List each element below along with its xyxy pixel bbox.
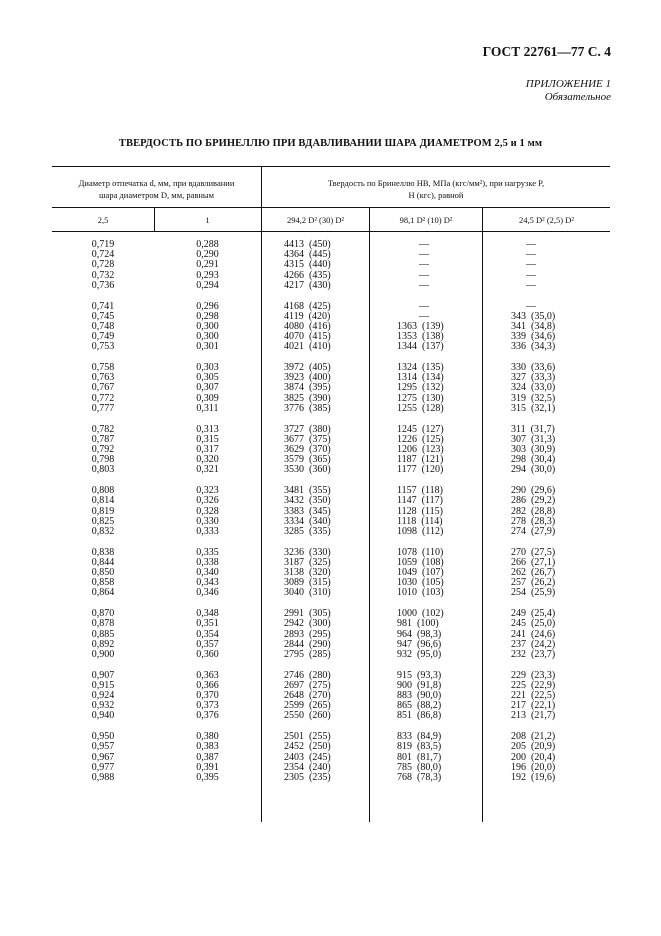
subheader-load-2-5: 24,5 D² (2,5) D²: [519, 215, 574, 225]
cell-hb-10: 1255 (128): [397, 402, 444, 414]
cell-hb-10: 1206 (123): [397, 443, 444, 455]
cell-hb-2-5: 307 (31,3): [511, 433, 556, 445]
table-row: [52, 496, 610, 506]
cell-hb-2-5: 330 (33,6): [511, 362, 556, 374]
cell-hb-2-5: 205 (20,9): [511, 741, 556, 753]
cell-hb-30: 2746 (280): [284, 669, 331, 681]
table-row: [52, 711, 610, 721]
cell-hb-30: 3285 (335): [284, 525, 331, 537]
cell-hb-10: 1128 (115): [397, 505, 443, 517]
hardness-table: [52, 166, 610, 822]
cell-diameter-1: 0,296: [196, 300, 219, 312]
cell-diameter-2-5: 0,782: [91, 423, 115, 435]
header-diameter-line1: Диаметр отпечатка d, мм, при вдавливании: [78, 178, 235, 188]
subheader-d1: 1: [205, 215, 210, 225]
cell-hb-30: 2893 (295): [284, 628, 331, 640]
row-group: [52, 609, 610, 660]
cell-diameter-2-5: 0,748: [91, 320, 115, 332]
cell-diameter-2-5: 0,724: [91, 249, 115, 261]
cell-hb-30: 3432 (350): [284, 495, 331, 507]
cell-hb-10: 1363 (139): [397, 320, 444, 332]
cell-hb-10: 900 (91,8): [397, 679, 442, 691]
cell-hb-2-5: 192 (19,6): [511, 772, 556, 783]
cell-hb-10: 865 (88,2): [397, 700, 442, 712]
cell-diameter-1: 0,333: [196, 525, 219, 537]
table-row: [52, 465, 610, 475]
cell-hb-10: 915 (93,3): [397, 669, 442, 681]
cell-diameter-1: 0,303: [196, 362, 219, 374]
cell-hb-10: 819 (83,5): [397, 741, 442, 753]
cell-hb-10: 1344 (137): [397, 341, 444, 353]
cell-hb-2-5: —: [526, 259, 536, 271]
cell-diameter-2-5: 0,787: [91, 433, 115, 445]
cell-diameter-2-5: 0,745: [91, 310, 115, 322]
cell-hb-30: 2844 (290): [284, 638, 331, 650]
cell-diameter-2-5: 0,932: [91, 700, 115, 712]
cell-diameter-2-5: 0,763: [91, 372, 115, 384]
cell-diameter-2-5: 0,838: [91, 546, 115, 558]
table-row: [52, 281, 610, 291]
cell-diameter-1: 0,323: [196, 485, 219, 497]
document-reference: ГОСТ 22761—77 С. 4: [482, 44, 611, 59]
cell-hb-10: 1353 (138): [397, 331, 444, 343]
cell-hb-2-5: 200 (20,4): [511, 751, 556, 763]
cell-diameter-1: 0,293: [196, 269, 219, 281]
cell-hb-2-5: 237 (24,2): [511, 638, 556, 650]
cell-diameter-1: 0,335: [196, 546, 219, 558]
cell-hb-2-5: 217 (22,1): [511, 700, 556, 712]
cell-diameter-2-5: 0,885: [91, 628, 115, 640]
cell-hb-30: 3825 (390): [284, 392, 331, 404]
cell-diameter-2-5: 0,864: [91, 587, 115, 599]
cell-hb-10: 1098 (112): [397, 525, 444, 537]
cell-hb-10: —: [419, 269, 429, 281]
cell-diameter-1: 0,320: [196, 454, 219, 466]
cell-diameter-1: 0,348: [196, 608, 219, 620]
cell-diameter-2-5: 0,767: [91, 382, 115, 394]
cell-hb-2-5: 249 (25,4): [511, 608, 556, 620]
cell-hb-10: 883 (90,0): [397, 690, 442, 702]
cell-diameter-1: 0,366: [196, 679, 219, 691]
cell-hb-10: —: [419, 259, 429, 271]
cell-diameter-2-5: 0,850: [91, 567, 115, 579]
cell-hb-2-5: 229 (23,3): [511, 669, 556, 681]
cell-diameter-2-5: 0,907: [91, 669, 115, 681]
cell-diameter-2-5: 0,825: [91, 515, 115, 527]
cell-diameter-2-5: 0,819: [91, 505, 115, 517]
header-diameter-line2: шара диаметром D, мм, равным: [99, 190, 214, 200]
row-group: [52, 363, 610, 414]
table-row: [52, 773, 610, 783]
cell-hb-2-5: 270 (27,5): [511, 546, 556, 558]
cell-hb-10: 964 (98,3): [397, 628, 442, 640]
cell-hb-10: 1245 (127): [397, 423, 444, 435]
row-group: [52, 732, 610, 783]
cell-diameter-1: 0,343: [196, 577, 219, 589]
cell-hb-2-5: 232 (23,7): [511, 648, 556, 660]
cell-diameter-2-5: 0,988: [91, 772, 115, 783]
cell-diameter-1: 0,376: [196, 710, 219, 722]
row-group: [52, 302, 610, 353]
appendix-label: [526, 78, 611, 104]
cell-hb-30: 3530 (360): [284, 464, 331, 476]
cell-diameter-1: 0,326: [196, 495, 219, 507]
cell-diameter-2-5: 0,814: [91, 495, 115, 507]
cell-hb-10: 1177 (120): [397, 464, 444, 476]
cell-diameter-2-5: 0,772: [91, 392, 115, 404]
cell-hb-30: 3481 (355): [284, 485, 331, 497]
cell-diameter-2-5: 0,915: [91, 679, 115, 691]
cell-hb-10: 1078 (110): [397, 546, 444, 558]
cell-diameter-2-5: 0,967: [91, 751, 115, 763]
cell-hb-30: 2648 (270): [284, 690, 331, 702]
cell-diameter-1: 0,328: [196, 505, 219, 517]
cell-diameter-2-5: 0,753: [91, 341, 115, 353]
cell-hb-10: —: [419, 310, 429, 322]
cell-hb-2-5: 315 (32,1): [511, 402, 556, 414]
cell-hb-30: 4315 (440): [284, 259, 331, 271]
cell-hb-30: 3629 (370): [284, 443, 331, 455]
cell-diameter-2-5: 0,741: [91, 300, 115, 312]
cell-hb-30: 4168 (425): [284, 300, 331, 312]
cell-hb-2-5: 196 (20,0): [511, 761, 556, 773]
cell-hb-10: —: [419, 249, 429, 261]
cell-hb-30: 4413 (450): [284, 239, 331, 250]
cell-diameter-1: 0,360: [196, 648, 219, 660]
table-body: [52, 240, 610, 794]
cell-hb-2-5: 208 (21,2): [511, 731, 556, 743]
cell-hb-30: 3040 (310): [284, 587, 331, 599]
cell-diameter-1: 0,307: [196, 382, 219, 394]
header-rule: [52, 207, 610, 208]
cell-hb-2-5: 278 (28,3): [511, 515, 556, 527]
appendix-number: ПРИЛОЖЕНИЕ 1: [525, 78, 611, 90]
cell-diameter-2-5: 0,950: [91, 731, 115, 743]
cell-diameter-1: 0,298: [196, 310, 219, 322]
cell-hb-2-5: 327 (33,3): [511, 372, 556, 384]
table-row: [52, 650, 610, 660]
cell-hb-10: 947 (96,6): [397, 638, 442, 650]
table-row: [52, 342, 610, 352]
cell-diameter-2-5: 0,758: [91, 362, 115, 374]
header-hardness-line2: Н (кгс), равной: [408, 190, 464, 200]
cell-diameter-1: 0,338: [196, 556, 219, 568]
cell-hb-30: 3383 (345): [284, 505, 331, 517]
cell-hb-2-5: 324 (33,0): [511, 382, 556, 394]
cell-diameter-2-5: 0,732: [91, 269, 115, 281]
cell-hb-30: 3874 (395): [284, 382, 331, 394]
cell-diameter-2-5: 0,977: [91, 761, 115, 773]
cell-hb-10: 768 (78,3): [397, 772, 442, 783]
cell-hb-30: 2354 (240): [284, 761, 331, 773]
cell-diameter-1: 0,380: [196, 731, 219, 743]
cell-hb-2-5: 254 (25,9): [511, 587, 556, 599]
cell-hb-30: 4080 (416): [284, 320, 331, 332]
cell-diameter-2-5: 0,892: [91, 638, 115, 650]
cell-hb-30: 2697 (275): [284, 679, 331, 691]
cell-hb-10: 981 (100): [397, 618, 439, 630]
cell-hb-30: 3138 (320): [284, 567, 331, 579]
cell-hb-2-5: —: [526, 249, 536, 261]
appendix-status: Обязательное: [544, 91, 611, 103]
cell-hb-30: 3972 (405): [284, 362, 331, 374]
cell-hb-2-5: —: [526, 269, 536, 281]
cell-hb-30: 3579 (365): [284, 454, 331, 466]
cell-hb-2-5: —: [526, 300, 536, 312]
cell-hb-10: 1157 (118): [397, 485, 443, 497]
cell-diameter-1: 0,354: [196, 628, 219, 640]
cell-hb-30: 3187 (325): [284, 556, 331, 568]
cell-hb-2-5: 221 (22,5): [511, 690, 556, 702]
cell-hb-10: 1275 (130): [397, 392, 444, 404]
cell-hb-10: 1324 (135): [397, 362, 444, 374]
row-group: [52, 425, 610, 476]
cell-hb-30: 4364 (445): [284, 249, 331, 261]
cell-hb-30: 4021 (410): [284, 341, 331, 353]
cell-hb-2-5: 213 (21,7): [511, 710, 556, 722]
cell-diameter-2-5: 0,940: [91, 710, 115, 722]
cell-diameter-2-5: 0,719: [91, 239, 115, 250]
cell-hb-30: 2599 (265): [284, 700, 331, 712]
cell-hb-10: 1000 (102): [397, 608, 444, 620]
cell-diameter-1: 0,340: [196, 567, 219, 579]
cell-diameter-1: 0,395: [196, 772, 219, 783]
cell-hb-30: 3236 (330): [284, 546, 331, 558]
cell-hb-10: —: [419, 300, 429, 312]
cell-hb-2-5: 245 (25,0): [511, 618, 556, 630]
cell-diameter-1: 0,330: [196, 515, 219, 527]
cell-hb-2-5: 298 (30,4): [511, 454, 556, 466]
row-group: [52, 671, 610, 722]
cell-hb-10: 1295 (132): [397, 382, 444, 394]
cell-hb-10: 833 (84,9): [397, 731, 442, 743]
cell-hb-10: 801 (81,7): [397, 751, 442, 763]
cell-hb-2-5: 266 (27,1): [511, 556, 556, 568]
cell-hb-2-5: 319 (32,5): [511, 392, 556, 404]
cell-hb-10: 1010 (103): [397, 587, 444, 599]
cell-hb-2-5: 311 (31,7): [511, 423, 555, 435]
cell-diameter-2-5: 0,844: [91, 556, 115, 568]
cell-hb-2-5: 257 (26,2): [511, 577, 556, 589]
cell-hb-10: 851 (86,8): [397, 710, 442, 722]
cell-hb-10: 1226 (125): [397, 433, 444, 445]
cell-hb-10: 932 (95,0): [397, 648, 442, 660]
cell-hb-10: 1187 (121): [397, 454, 444, 466]
cell-hb-30: 2550 (260): [284, 710, 331, 722]
cell-hb-10: —: [419, 239, 429, 250]
cell-hb-30: 4119 (420): [284, 310, 331, 322]
cell-diameter-1: 0,346: [196, 587, 219, 599]
cell-hb-2-5: 262 (26,7): [511, 567, 556, 579]
cell-hb-2-5: 294 (30,0): [511, 464, 556, 476]
cell-hb-10: 1030 (105): [397, 577, 444, 589]
cell-diameter-1: 0,387: [196, 751, 219, 763]
cell-hb-30: 2305 (235): [284, 772, 331, 783]
cell-diameter-2-5: 0,803: [91, 464, 115, 476]
cell-hb-30: 3677 (375): [284, 433, 331, 445]
cell-hb-2-5: 290 (29,6): [511, 485, 556, 497]
cell-hb-2-5: 274 (27,9): [511, 525, 556, 537]
cell-hb-10: 1118 (114): [397, 515, 443, 527]
cell-diameter-1: 0,370: [196, 690, 219, 702]
cell-hb-10: —: [419, 279, 429, 291]
cell-hb-10: 1049 (107): [397, 567, 444, 579]
cell-hb-30: 4217 (430): [284, 279, 331, 291]
cell-hb-30: 3923 (400): [284, 372, 331, 384]
cell-diameter-1: 0,311: [196, 402, 219, 414]
cell-hb-30: 2501 (255): [284, 731, 331, 743]
cell-hb-30: 3334 (340): [284, 515, 331, 527]
cell-diameter-1: 0,363: [196, 669, 219, 681]
cell-hb-30: 3776 (385): [284, 402, 331, 414]
cell-diameter-2-5: 0,832: [91, 525, 115, 537]
cell-hb-10: 1314 (134): [397, 372, 444, 384]
cell-diameter-1: 0,294: [196, 279, 219, 291]
cell-hb-2-5: 286 (29,2): [511, 495, 556, 507]
cell-diameter-1: 0,301: [196, 341, 219, 353]
cell-hb-2-5: —: [526, 279, 536, 291]
cell-hb-10: 1147 (117): [397, 495, 443, 507]
cell-hb-10: 785 (80,0): [397, 761, 442, 773]
cell-hb-30: 3727 (380): [284, 423, 331, 435]
cell-hb-30: 4266 (435): [284, 269, 331, 281]
cell-diameter-1: 0,391: [196, 761, 219, 773]
cell-hb-2-5: 282 (28,8): [511, 505, 556, 517]
cell-diameter-1: 0,291: [196, 259, 219, 271]
cell-diameter-2-5: 0,792: [91, 443, 115, 455]
cell-diameter-1: 0,300: [196, 320, 219, 332]
header-diameter: [52, 177, 261, 201]
cell-diameter-1: 0,305: [196, 372, 219, 384]
table-row: [52, 527, 610, 537]
cell-diameter-2-5: 0,858: [91, 577, 115, 589]
cell-hb-30: 2942 (300): [284, 618, 331, 630]
cell-diameter-2-5: 0,900: [91, 648, 115, 660]
cell-diameter-2-5: 0,924: [91, 690, 115, 702]
subheader-load-10: 98,1 D² (10) D²: [399, 215, 453, 225]
cell-hb-30: 2991 (305): [284, 608, 331, 620]
cell-hb-2-5: —: [526, 239, 536, 250]
table-row: [52, 588, 610, 598]
header-hardness: [262, 177, 610, 201]
row-group: [52, 486, 610, 537]
cell-diameter-1: 0,351: [196, 618, 219, 630]
row-group: [52, 548, 610, 599]
cell-hb-30: 2452 (250): [284, 741, 331, 753]
cell-hb-30: 2403 (245): [284, 751, 331, 763]
cell-diameter-1: 0,300: [196, 331, 219, 343]
row-group: [52, 240, 610, 291]
cell-diameter-2-5: 0,878: [91, 618, 115, 630]
subheader-rule: [52, 231, 610, 232]
cell-hb-30: 4070 (415): [284, 331, 331, 343]
cell-hb-2-5: 225 (22,9): [511, 679, 556, 691]
table-row: [52, 404, 610, 414]
cell-diameter-1: 0,290: [196, 249, 219, 261]
cell-diameter-2-5: 0,728: [91, 259, 115, 271]
cell-diameter-2-5: 0,749: [91, 331, 115, 343]
cell-diameter-2-5: 0,957: [91, 741, 115, 753]
cell-diameter-2-5: 0,777: [91, 402, 115, 414]
cell-hb-2-5: 339 (34,6): [511, 331, 556, 343]
cell-diameter-1: 0,357: [196, 638, 219, 650]
cell-diameter-2-5: 0,808: [91, 485, 115, 497]
cell-diameter-1: 0,288: [196, 239, 219, 250]
cell-diameter-1: 0,313: [196, 423, 219, 435]
cell-hb-30: 2795 (285): [284, 648, 331, 660]
table-title: ТВЕРДОСТЬ ПО БРИНЕЛЛЮ ПРИ ВДАВЛИВАНИИ ШАРА ДИАМЕТРОМ 2,5 и 1 мм: [118, 138, 543, 149]
cell-diameter-1: 0,315: [196, 433, 219, 445]
cell-hb-2-5: 241 (24,6): [511, 628, 556, 640]
cell-diameter-2-5: 0,798: [91, 454, 115, 466]
subheader-d25: 2,5: [97, 215, 109, 225]
header-hardness-line1: Твердость по Бринеллю НВ, МПа (кгс/мм²), при нагрузке P,: [327, 178, 545, 188]
cell-hb-10: 1059 (108): [397, 556, 444, 568]
cell-diameter-1: 0,317: [196, 443, 219, 455]
cell-diameter-1: 0,309: [196, 392, 219, 404]
cell-hb-2-5: 336 (34,3): [511, 341, 556, 353]
cell-diameter-2-5: 0,736: [91, 279, 115, 291]
cell-hb-2-5: 303 (30,9): [511, 443, 556, 455]
cell-diameter-1: 0,373: [196, 700, 219, 712]
subheader-load-30: 294,2 D² (30) D²: [286, 215, 345, 225]
cell-hb-2-5: 341 (34,8): [511, 320, 556, 332]
cell-hb-2-5: 343 (35,0): [511, 310, 556, 322]
cell-diameter-1: 0,321: [196, 464, 219, 476]
cell-diameter-2-5: 0,870: [91, 608, 115, 620]
cell-diameter-1: 0,383: [196, 741, 219, 753]
cell-hb-30: 3089 (315): [284, 577, 331, 589]
